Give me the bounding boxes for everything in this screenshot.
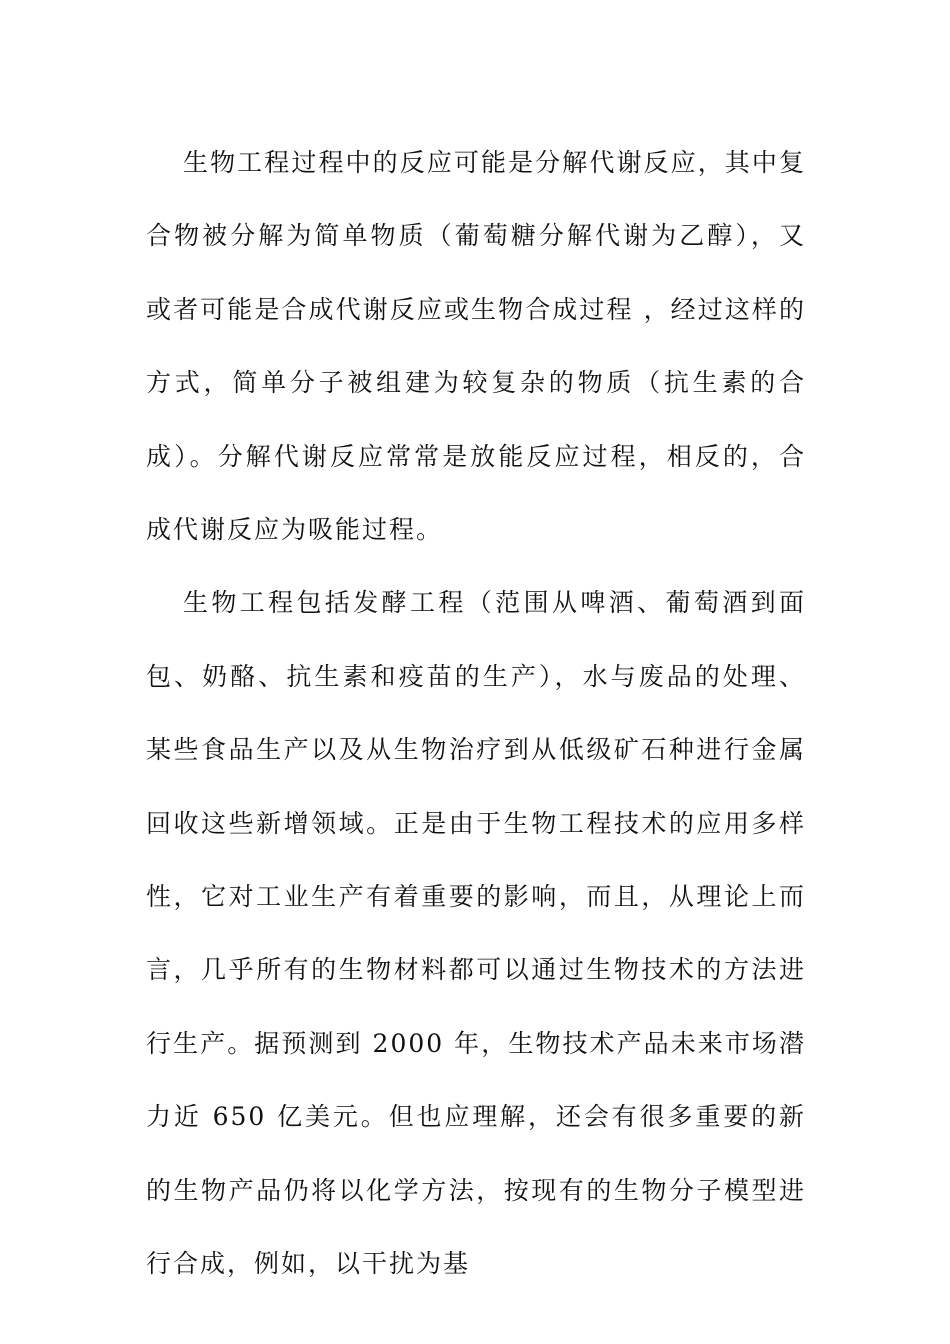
paragraph-bioprocess-reactions: 生物工程过程中的反应可能是分解代谢反应，其中复合物被分解为简单物质（葡萄糖分解代谢为乙醇），又或者可能是合成代谢反应或生物合成过程 ，经过这样的方式，简单分子被组建为较复杂的物质（抗生素的合成）。分解代谢反应常常是放能反应过程，相反的，合成代谢反应为吸能过程。	[146, 148, 806, 545]
document-body	[146, 126, 806, 1301]
paragraph-bioengineering-scope: 生物工程包括发酵工程（范围从啤酒、葡萄酒到面包、奶酪、抗生素和疫苗的生产），水与废品的处理、某些食品生产以及从生物治疗到从低级矿石种进行金属回收这些新增领域。正是由于生物工程技术的应用多样性，它对工业生产有着重要的影响，而且，从理论上而言，几乎所有的生物材料都可以通过生物技术的方法进行生产。据预测到 2000 年，生物技术产品未来市场潜力近 650 亿美元。但也应理解，还会有很多重要的新的生物产品仍将以化学方法，按现有的生物分子模型进行合成，例如，以干扰为基	[146, 588, 806, 1279]
